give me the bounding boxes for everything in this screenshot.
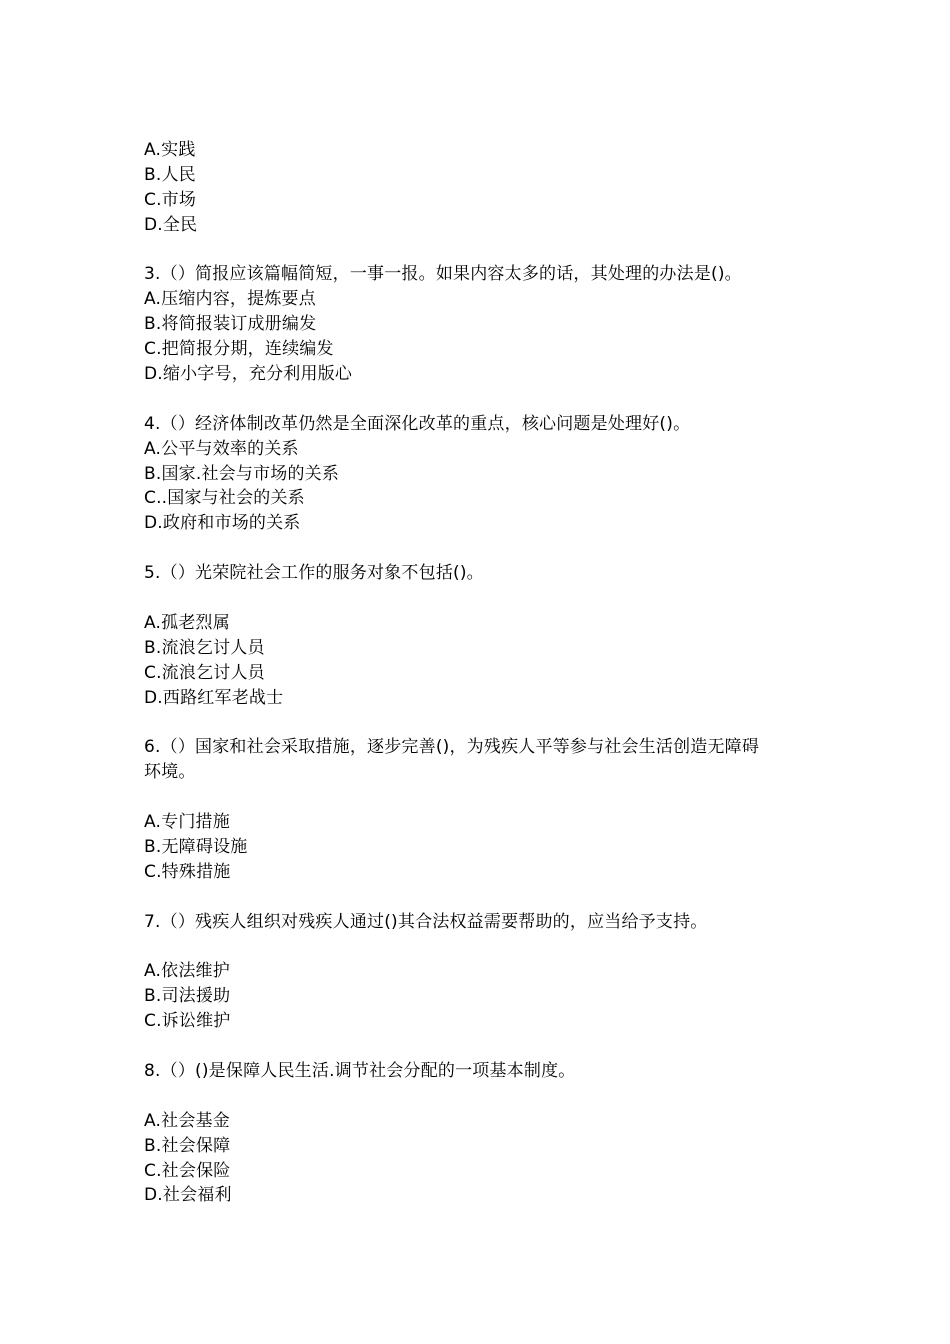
- question-block-6: [144, 735, 824, 884]
- option-c: C.特殊措施: [144, 861, 231, 882]
- option-d: D.西路红军老战士: [144, 687, 284, 708]
- question-block-8: [144, 1059, 824, 1208]
- question-text: 6.（）国家和社会采取措施，逐步完善()，为残疾人平等参与社会生活创造无障碍: [144, 737, 760, 758]
- option-d: D.缩小字号，充分利用版心: [144, 364, 353, 385]
- question-text: 5.（）光荣院社会工作的服务对象不包括()。: [144, 563, 484, 584]
- question-text: 3.（）简报应该篇幅简短，一事一报。如果内容太多的话，其处理的办法是()。: [144, 264, 742, 285]
- question-text: 7.（）残疾人组织对残疾人通过()其合法权益需要帮助的，应当给予支持。: [144, 911, 708, 932]
- option-a: A.压缩内容，提炼要点: [144, 289, 316, 310]
- spacer: [144, 1034, 824, 1059]
- option-a: A.依法维护: [144, 961, 230, 982]
- spacer: [144, 885, 824, 910]
- option-b: B.司法援助: [144, 986, 231, 1007]
- option-b: B.无障碍设施: [144, 836, 248, 857]
- spacer: [144, 1084, 824, 1109]
- document-content: [144, 138, 824, 1208]
- option-b: B.人民: [144, 164, 196, 185]
- option-a: A.孤老烈属: [144, 612, 230, 633]
- question-block-4: [144, 412, 824, 536]
- option-d: D.社会福利: [144, 1185, 232, 1206]
- option-b: B.国家.社会与市场的关系: [144, 463, 340, 484]
- option-d: D.政府和市场的关系: [144, 513, 301, 534]
- option-a: A.专门措施: [144, 812, 230, 833]
- spacer: [144, 785, 824, 810]
- spacer: [144, 935, 824, 960]
- option-c: C.把简报分期，连续编发: [144, 339, 334, 360]
- question-text-continued: 环境。: [144, 762, 196, 783]
- question-block-5: [144, 561, 824, 710]
- option-c: C.市场: [144, 189, 197, 210]
- spacer: [144, 710, 824, 735]
- option-a: A.公平与效率的关系: [144, 438, 299, 459]
- question-text: 4.（）经济体制改革仍然是全面深化改革的重点，核心问题是处理好()。: [144, 413, 691, 434]
- option-c: C..国家与社会的关系: [144, 488, 305, 509]
- option-c: C.流浪乞讨人员: [144, 662, 265, 683]
- spacer: [144, 238, 824, 263]
- option-a: A.实践: [144, 140, 196, 160]
- option-c: C.社会保险: [144, 1160, 231, 1181]
- option-b: B.将简报装订成册编发: [144, 314, 317, 335]
- question-text: 8.（）()是保障人民生活.调节社会分配的一项基本制度。: [144, 1060, 576, 1081]
- option-c: C.诉讼维护: [144, 1011, 231, 1032]
- spacer: [144, 387, 824, 412]
- question-block-7: [144, 910, 824, 1034]
- question-block-3: [144, 262, 824, 386]
- spacer: [144, 586, 824, 611]
- option-d: D.全民: [144, 214, 198, 235]
- option-a: A.社会基金: [144, 1110, 230, 1131]
- question-block-2-options: [144, 138, 824, 238]
- option-b: B.流浪乞讨人员: [144, 637, 265, 658]
- option-b: B.社会保障: [144, 1135, 231, 1156]
- spacer: [144, 536, 824, 561]
